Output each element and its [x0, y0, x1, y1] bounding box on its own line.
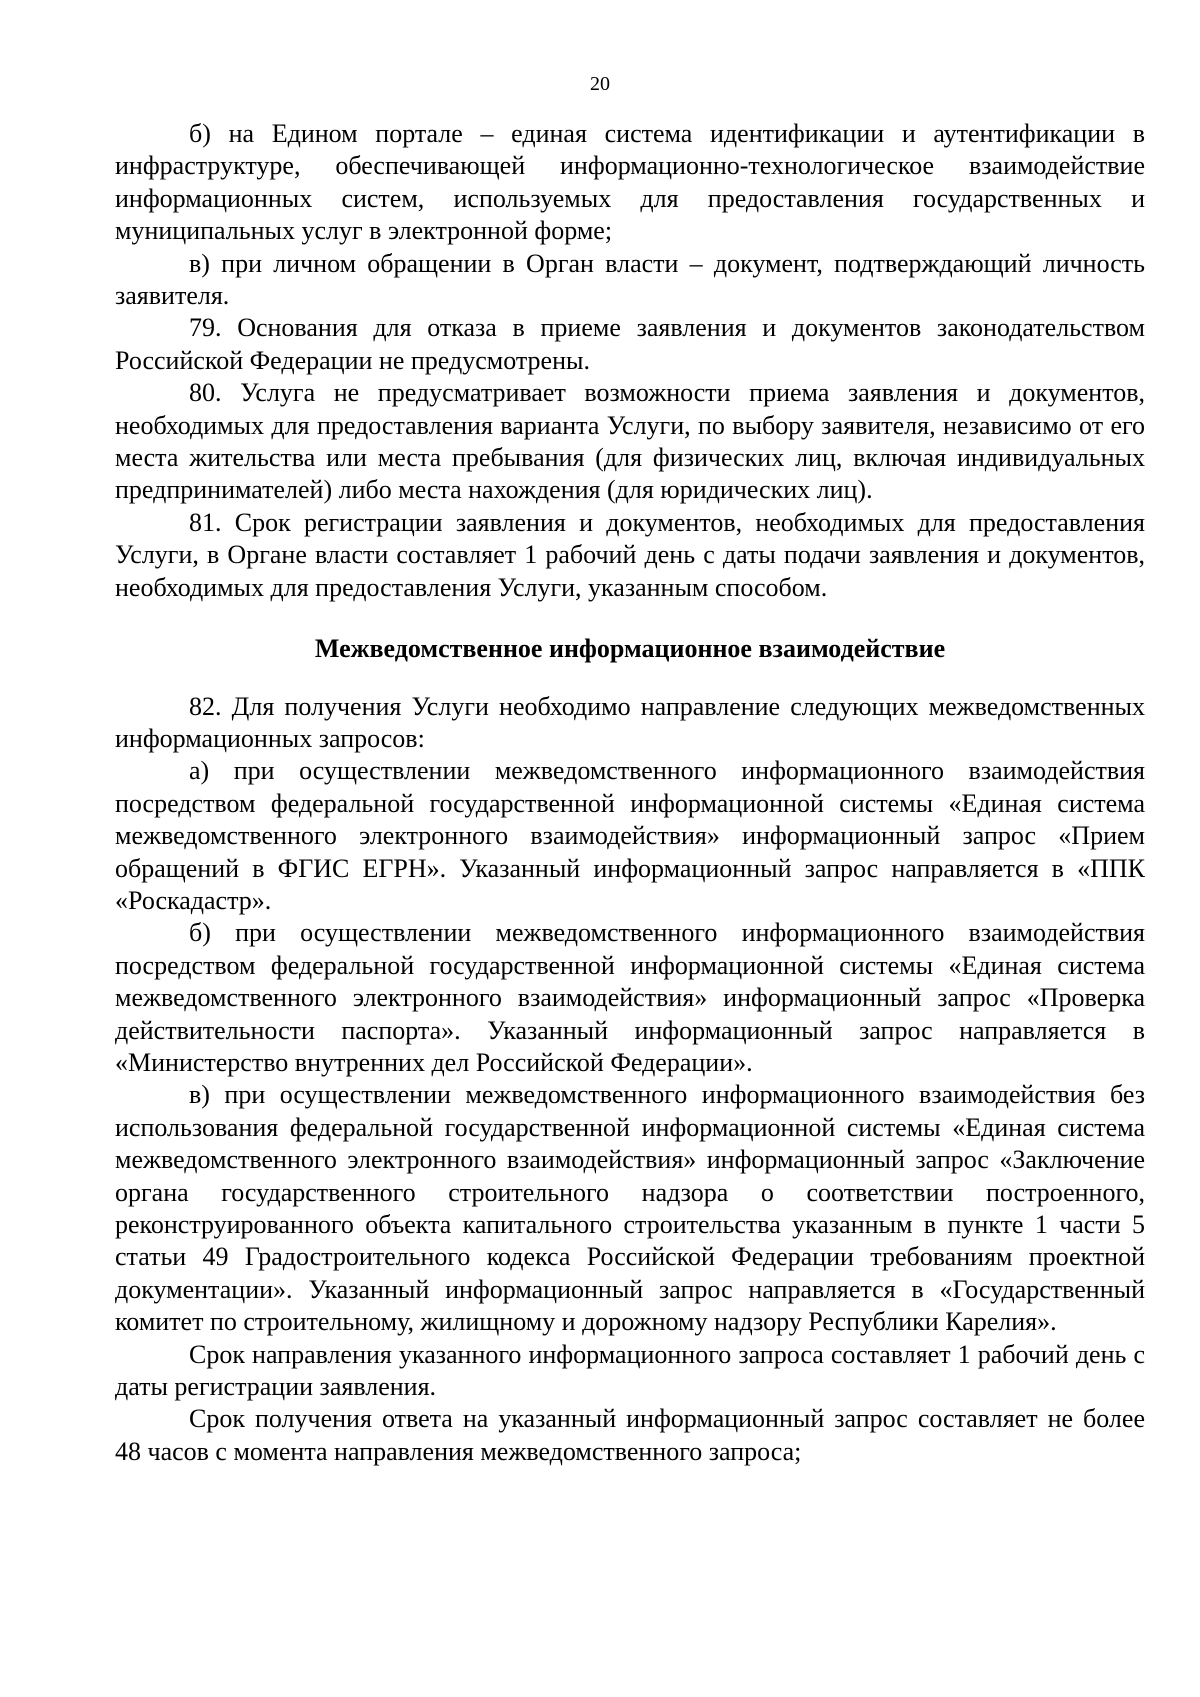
paragraph-response-deadline: Срок получения ответа на указанный информационный запрос составляет не более 48 часов с момента направления межведомственного запроса;: [115, 1404, 1145, 1466]
paragraph-82: 82. Для получения Услуги необходимо направление следующих межведомственных информационных запросов:: [115, 691, 1145, 753]
paragraph-b-unified-portal: б) на Едином портале – единая система идентификации и аутентификации в инфраструктуре, обеспечивающей информационно-технологическое взаимодействие информационных систем, используемых для предоставления государственных и муниципальных услуг в электронной форме;: [115, 119, 1145, 246]
paragraph-82-a: а) при осуществлении межведомственного информационного взаимодействия посредством федеральной государственной информационной системы «Единая система межведомственного электронного взаимодействия» информационный запрос «Прием обращений в ФГИС ЕГРН». Указанный информационный запрос направляется в «ППК «Роскадастр».: [115, 756, 1145, 915]
paragraph-82-v: в) при осуществлении межведомственного информационного взаимодействия без использования федеральной государственной информационной системы «Единая система межведомственного электронного взаимодействия» информационный запрос «Заключение органа государственного строительного надзора о соответствии построенного, реконструированного объекта капитального строительства указанным в пункте 1 части 5 статьи 49 Градостроительного кодекса Российской Федерации требованиям проектной документации». Указанный информационный запрос направляется в «Государственный комитет по строительному, жилищному и дорожному надзору Республики Карелия».: [115, 1080, 1145, 1337]
section-heading: Межведомственное информационное взаимодействие: [314, 634, 946, 664]
paragraph-79: 79. Основания для отказа в приеме заявления и документов законодательством Российской Федерации не предусмотрены.: [115, 313, 1145, 375]
paragraph-82-b: б) при осуществлении межведомственного информационного взаимодействия посредством федеральной государственной информационной системы «Единая система межведомственного электронного взаимодействия» информационный запрос «Проверка действительности паспорта». Указанный информационный запрос направляется в «Министерство внутренних дел Российской Федерации».: [115, 918, 1145, 1077]
document-body: [115, 118, 1145, 1468]
page-number: 20: [590, 73, 610, 95]
paragraph-80: 80. Услуга не предусматривает возможности приема заявления и документов, необходимых для предоставления варианта Услуги, по выбору заявителя, независимо от его места жительства или места пребывания (для физических лиц, включая индивидуальных предпринимателей) либо места нахождения (для юридических лиц).: [115, 378, 1145, 505]
paragraph-request-deadline: Срок направления указанного информационного запроса составляет 1 рабочий день с даты регистрации заявления.: [115, 1339, 1145, 1402]
paragraph-v-personal-visit: в) при личном обращении в Орган власти – документ, подтверждающий личность заявителя.: [115, 248, 1145, 311]
paragraph-81: 81. Срок регистрации заявления и документов, необходимых для предоставления Услуги, в Органе власти составляет 1 рабочий день с даты подачи заявления и документов, необходимых для предоставления Услуги, указанным способом.: [115, 507, 1145, 602]
